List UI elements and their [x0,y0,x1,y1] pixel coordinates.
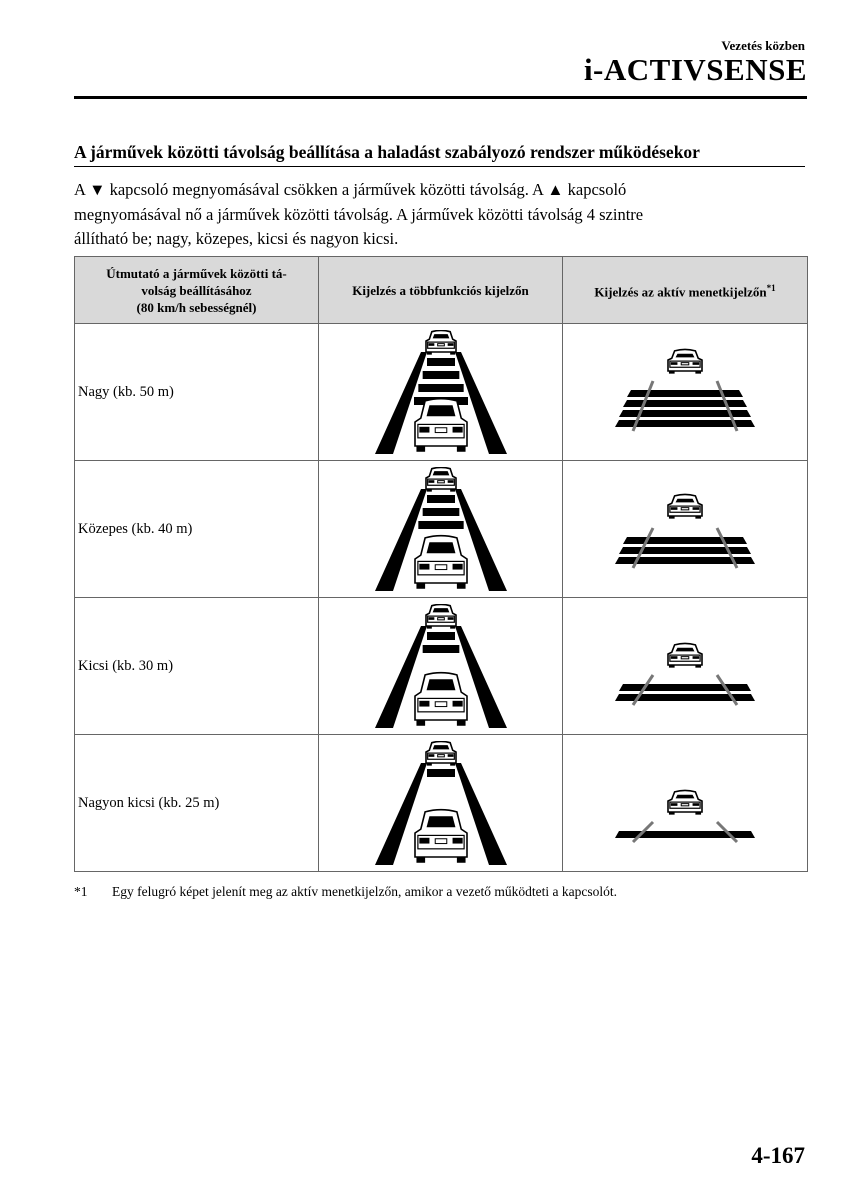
header-multifunction-display: Kijelzés a többfunkciós kijelzőn [319,257,563,324]
distance-bar [427,769,455,777]
table-row [75,598,808,735]
multifunction-display-svg [371,741,511,865]
own-vehicle-icon [415,810,467,863]
lead-vehicle-icon [426,741,456,765]
intro-line-2: megnyomásával nő a járművek közötti távolság. A járművek közötti távolság 4 szintre [74,204,644,224]
lead-vehicle-icon [668,643,702,667]
active-display-svg [605,758,765,848]
intro-paragraph [74,178,808,252]
footnote-text: Egy felugró képet jelenít meg az aktív menetkijelzőn, amikor a vezető működteti a kapcsolót. [112,884,617,899]
row-label: Nagyon kicsi (kb. 25 m) [75,735,319,872]
header-guide-line-3: (80 km/h sebességnél) [136,299,257,315]
active-display-image [563,598,808,735]
multifunction-display-image [319,598,563,735]
multifunction-display-image [319,461,563,598]
page-number: 4-167 [751,1143,805,1168]
distance-bar [623,537,747,544]
active-display-svg [605,484,765,574]
row-label: Kicsi (kb. 30 m) [75,598,319,735]
active-display-image [563,461,808,598]
distance-table [74,256,808,872]
page-title: i-ACTIVSENSE [583,52,807,87]
multifunction-display-svg [371,330,511,454]
distance-bar [427,632,455,640]
own-vehicle-icon [415,673,467,726]
own-vehicle-icon [415,399,467,452]
footnote-ref: *1 [766,282,776,293]
intro-line-3: állítható be; nagy, közepes, kicsi és nagyon kicsi. [74,229,399,248]
distance-bar [418,521,463,529]
active-display-image [563,735,808,872]
distance-bar [427,495,455,503]
header-guide-line-1: Útmutató a járművek közötti tá- [106,265,287,281]
lead-vehicle-icon [668,790,702,814]
section-heading: A járművek közötti távolság beállítása a haladást szabályozó rendszer működésekor [74,142,805,167]
multifunction-display-svg [371,467,511,591]
lead-vehicle-icon [668,494,702,518]
distance-bar [422,371,459,379]
lead-vehicle-icon [426,604,456,628]
distance-bar [619,684,751,691]
header-rule [74,96,807,99]
lead-vehicle-icon [426,330,456,354]
multifunction-display-image [319,735,563,872]
chapter-label: Vezetés közben [721,38,805,53]
header-active-driving-display [563,257,808,324]
table-row [75,461,808,598]
header-guide-line-2: volság beállításához [141,282,252,298]
header-guide [75,257,319,324]
active-display-image [563,324,808,461]
header-active-text: Kijelzés az aktív menetkijelzőn [594,284,767,300]
active-display-svg [605,621,765,711]
distance-bar [427,358,455,366]
own-vehicle-icon [415,536,467,589]
table-row [75,324,808,461]
row-label: Közepes (kb. 40 m) [75,461,319,598]
table-header-row [75,257,808,324]
multifunction-display-image [319,324,563,461]
distance-bar [619,547,751,554]
distance-bar [422,508,459,516]
distance-bar [627,390,743,397]
table-row [75,735,808,872]
lead-vehicle-icon [426,467,456,491]
footnote [74,884,617,900]
row-label: Nagy (kb. 50 m) [75,324,319,461]
intro-line-1: A ▼ kapcsoló megnyomásával csökken a járművek közötti távolság. A ▲ kapcsoló [74,180,627,199]
lead-vehicle-icon [668,349,702,373]
distance-bar [422,645,459,653]
footnote-mark: *1 [74,884,88,899]
active-display-svg [605,347,765,437]
distance-bar [418,384,463,392]
multifunction-display-svg [371,604,511,728]
